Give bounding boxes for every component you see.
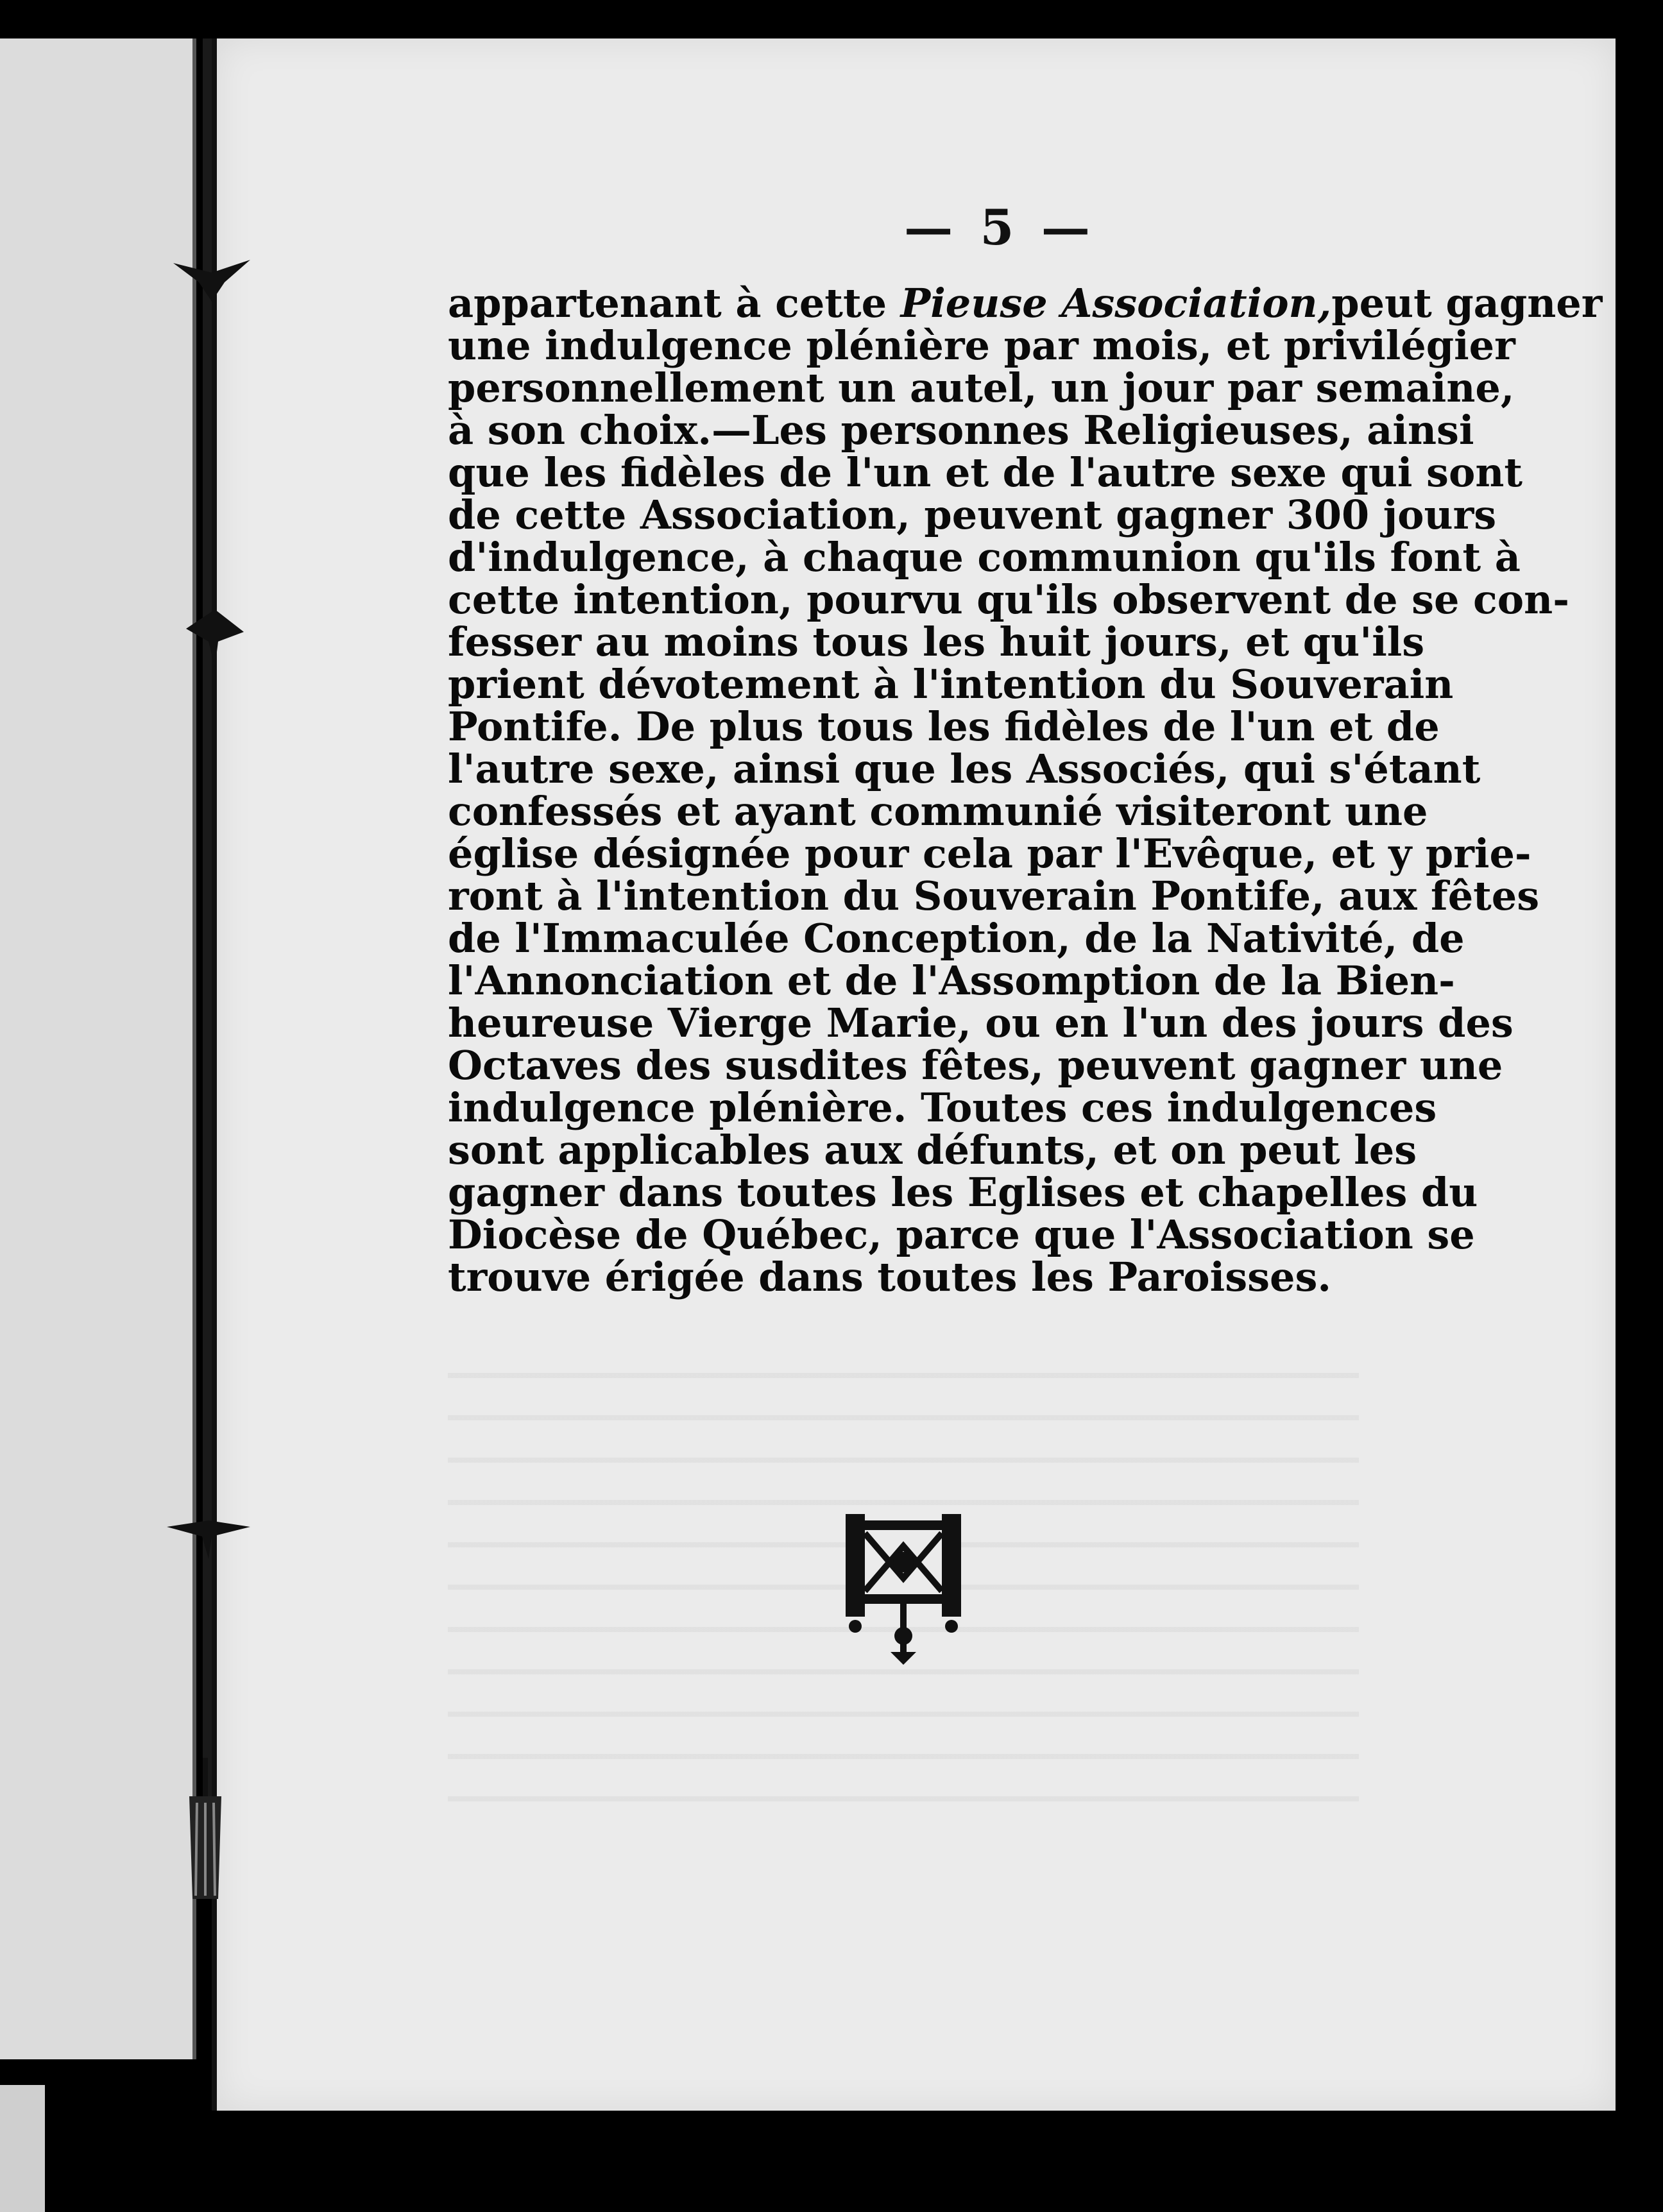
- binding-stitch-icon: [173, 244, 250, 302]
- text-line: [448, 788, 1428, 835]
- text-line: [448, 618, 1425, 665]
- text-line: [448, 280, 1603, 327]
- text-run: Diocèse de Québec, parce que l'Association se: [448, 1211, 1475, 1258]
- text-line: [448, 1256, 1359, 1298]
- text-line: [448, 322, 1515, 369]
- text-run: l'Annonciation et de l'Assomption de la Bien-: [448, 957, 1455, 1004]
- text-line: [448, 576, 1569, 623]
- binding-stitch-icon: [180, 603, 250, 667]
- text-run: trouve érigée dans toutes les Paroisses.: [448, 1254, 1331, 1300]
- text-line: [448, 915, 1465, 962]
- text-run: une indulgence plénière par mois, et privilégier: [448, 322, 1515, 369]
- text-run: de l'Immaculée Conception, de la Nativité, de: [448, 915, 1465, 962]
- text-run: Octaves des susdites fêtes, peuvent gagner une: [448, 1042, 1503, 1089]
- text-line: [448, 1169, 1478, 1216]
- text-run: indulgence plénière. Toutes ces indulgences: [448, 1084, 1437, 1131]
- binding-stitch-icon: [167, 1501, 250, 1559]
- text-line: [448, 703, 1440, 750]
- text-line: [448, 364, 1515, 411]
- text-line: [448, 1042, 1503, 1089]
- text-run: fesser au moins tous les huit jours, et qu'ils: [448, 618, 1425, 665]
- text-run: sont applicables aux défunts, et on peut les: [448, 1127, 1417, 1173]
- text-run: prient dévotement à l'intention du Souverain: [448, 661, 1454, 708]
- book-page: [212, 38, 1616, 2111]
- bookmark-tassel-icon: [183, 1758, 228, 1912]
- text-run: Pontife. De plus tous les fidèles de l'un et de: [448, 703, 1440, 750]
- page-number: — 5 —: [904, 199, 1095, 256]
- text-line: [448, 449, 1523, 496]
- italic-text-run: Pieuse Association,: [900, 280, 1332, 327]
- fleuron-ornament-icon: [839, 1508, 968, 1668]
- text-run: gagner dans toutes les Eglises et chapelles du: [448, 1169, 1478, 1216]
- text-line: [448, 491, 1497, 538]
- text-run: heureuse Vierge Marie, ou en l'un des jours des: [448, 1000, 1514, 1046]
- text-line: [448, 1211, 1475, 1258]
- text-line: [448, 1000, 1514, 1046]
- text-run: l'autre sexe, ainsi que les Associés, qui s'étant: [448, 745, 1481, 792]
- previous-page-edge: [0, 38, 196, 2059]
- text-line: [448, 957, 1455, 1004]
- text-run: appartenant à cette: [448, 280, 901, 327]
- text-run: ront à l'intention du Souverain Pontife, aux fêtes: [448, 872, 1540, 919]
- text-line: [448, 1127, 1417, 1173]
- text-run: peut gagner: [1331, 280, 1603, 327]
- text-run: église désignée pour cela par l'Evêque, et y prie-: [448, 830, 1531, 877]
- text-line: [448, 1084, 1437, 1131]
- text-run: personnellement un autel, un jour par semaine,: [448, 364, 1515, 411]
- body-text: [448, 280, 1603, 1300]
- text-line: [448, 534, 1521, 581]
- text-line: [448, 661, 1454, 708]
- text-line: [448, 872, 1540, 919]
- previous-page-lower-edge: [0, 2085, 45, 2212]
- text-line: [448, 745, 1481, 792]
- binding-spine: [203, 38, 212, 1899]
- text-run: confessés et ayant communié visiteront une: [448, 788, 1428, 835]
- text-run: que les fidèles de l'un et de l'autre sexe qui sont: [448, 449, 1523, 496]
- text-run: cette intention, pourvu qu'ils observent de se con-: [448, 576, 1569, 623]
- text-run: d'indulgence, à chaque communion qu'ils font à: [448, 534, 1521, 581]
- text-run: de cette Association, peuvent gagner 300 jours: [448, 491, 1497, 538]
- text-run: à son choix.—Les personnes Religieuses, ainsi: [448, 407, 1474, 454]
- text-line: [448, 830, 1531, 877]
- text-line: [448, 407, 1474, 454]
